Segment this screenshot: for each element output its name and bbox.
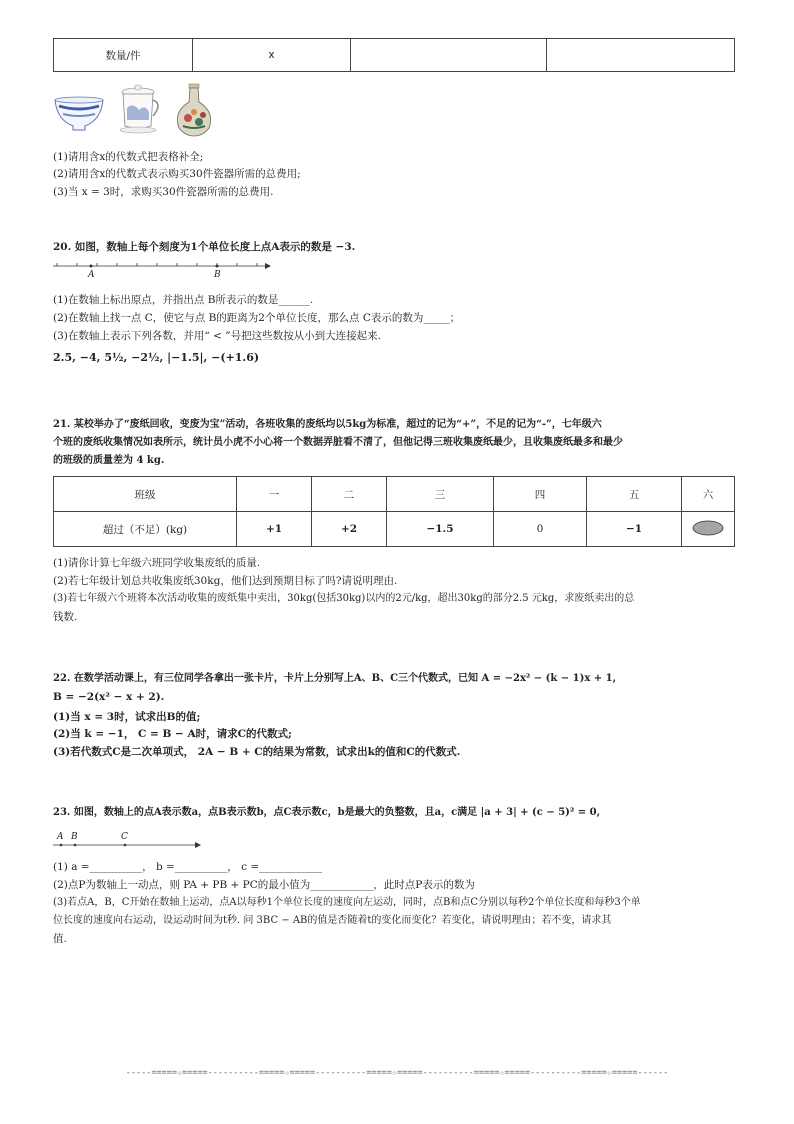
q20-item-3: (3)在数轴上表示下列各数，并用“ < ”号把这些数按从小到大连接起来. [53, 330, 381, 342]
top-table [53, 38, 735, 72]
porcelain-bowl-image [55, 97, 103, 130]
q23-item-3: (3)若点A，B，C开始在数轴上运动，点A以每秒1个单位长度的速度向左运动，同时，点B和点C分别以每秒2个单位长度和每秒3个单 [53, 897, 641, 908]
q23-item-3-cont: 位长度的速度向右运动，设运动时间为t秒. 问 3BC − AB的值是否随着t的变化而变化？若变化，请说明理由；若不变，请求其 [53, 915, 612, 926]
q21-row-label: 超过（不足）(kg) [54, 512, 237, 547]
q19-item-2: (2)请用含x的代数式表示购买30件瓷器所需的总费用; [53, 168, 301, 180]
q23-title: 23. 如图，数轴上的点A表示数a，点B表示数b，点C表示数c，b是最大的负整数，且a，c满足 |a + 3| + (c − 5)² = 0, [53, 807, 601, 818]
top-table-cell [547, 39, 735, 72]
q21-value-cell: 0 [494, 512, 587, 547]
q21-header-cell: 三 [387, 477, 494, 512]
porcelain-vase-image [177, 84, 210, 136]
q21-value-cell: −1.5 [387, 512, 494, 547]
q20-point-a-label: A [88, 270, 95, 280]
top-table-cell: x [193, 39, 351, 72]
q21-item-2: (2)若七年级计划总共收集废纸30kg，他们达到预期目标了吗?请说明理由. [53, 575, 398, 587]
page-footer-divider: -----=====☆=====----------=====☆=====----------=====☆=====----------=====☆=====----------=====☆=====------ [125, 1068, 669, 1078]
q20-item-2: (2)在数轴上找一点 C，使它与点 B的距离为2个单位长度，那么点 C表示的数为_____； [53, 312, 461, 324]
q20-title: 20. 如图，数轴上每个刻度为1个单位长度上点A表示的数是 −3. [53, 241, 356, 253]
q23-item-3-end: 值. [53, 933, 67, 945]
q21-table [53, 476, 735, 547]
q21-header-cell: 四 [494, 477, 587, 512]
q21-value-cell: −1 [587, 512, 682, 547]
q20-numbers: 2.5, −4, 5½, −2½, |−1.5|, −(+1.6) [53, 351, 260, 364]
q20-number-line [53, 258, 273, 282]
q23-point-c-label: C [121, 832, 128, 842]
q23-item-2: (2)点P为数轴上一动点，则 PA + PB + PC的最小值为____________，此时点P表示的数为 [53, 879, 475, 891]
porcelain-images [53, 82, 223, 140]
q21-smudged-cell [682, 512, 735, 547]
q21-header-cell: 二 [312, 477, 387, 512]
q21-item-3-cont: 钱数. [53, 611, 78, 623]
q22-line-1: 22. 在数学活动课上，有三位同学各拿出一张卡片，卡片上分别写上A、B、C三个代数式，已知 A = −2x² − (k − 1)x + 1, [53, 673, 617, 684]
q21-value-cell: +2 [312, 512, 387, 547]
q21-header-cell: 六 [682, 477, 735, 512]
q23-item-1: (1) a =__________， b =__________， c =____________ [53, 861, 323, 873]
ink-blot-icon [692, 520, 724, 536]
q21-item-3: (3)若七年级六个班将本次活动收集的废纸集中卖出，30kg(包括30kg)以内的2元/kg，超出30kg的部分2.5 元kg，求废纸卖出的总 [53, 593, 635, 604]
q22-line-5: (3)若代数式C是二次单项式， 2A − B + C的结果为常数，试求出k的值和C的代数式. [53, 746, 461, 758]
q22-line-4: (2)当 k = −1， C = B − A时，请求C的代数式; [53, 728, 292, 740]
q21-header-cell: 班级 [54, 477, 237, 512]
q21-title-line-1: 21. 某校举办了“废纸回收，变废为宝”活动，各班收集的废纸均以5kg为标准，超过的记为“+”，不足的记为“-”，七年级六 [53, 419, 602, 430]
q20-point-b-label: B [214, 270, 221, 280]
q21-header-cell: 一 [237, 477, 312, 512]
q22-line-3: (1)当 x = 3时，试求出B的值; [53, 711, 201, 723]
q23-point-b-label: B [71, 832, 78, 842]
q19-item-1: (1)请用含x的代数式把表格补全; [53, 151, 204, 163]
top-table-label: 数量/件 [54, 39, 193, 72]
q21-title-line-3: 的班级的质量差为 4 kg. [53, 455, 165, 466]
porcelain-cup-image [120, 85, 158, 133]
top-table-cell [351, 39, 547, 72]
q21-value-cell: +1 [237, 512, 312, 547]
q23-point-a-label: A [57, 832, 64, 842]
q21-item-1: (1)请你计算七年级六班同学收集废纸的质量. [53, 557, 261, 569]
q20-item-1: (1)在数轴上标出原点，并指出点 B所表示的数是______. [53, 294, 314, 306]
q19-item-3: (3)当 x = 3时，求购买30件瓷器所需的总费用. [53, 186, 274, 198]
q21-title-line-2: 个班的废纸收集情况如表所示，统计员小虎不小心将一个数据弄脏看不清了，但他记得三班收集废纸最少，且收集废纸最多和最少 [53, 437, 623, 448]
q21-header-cell: 五 [587, 477, 682, 512]
q22-line-2: B = −2(x² − x + 2). [53, 691, 165, 703]
